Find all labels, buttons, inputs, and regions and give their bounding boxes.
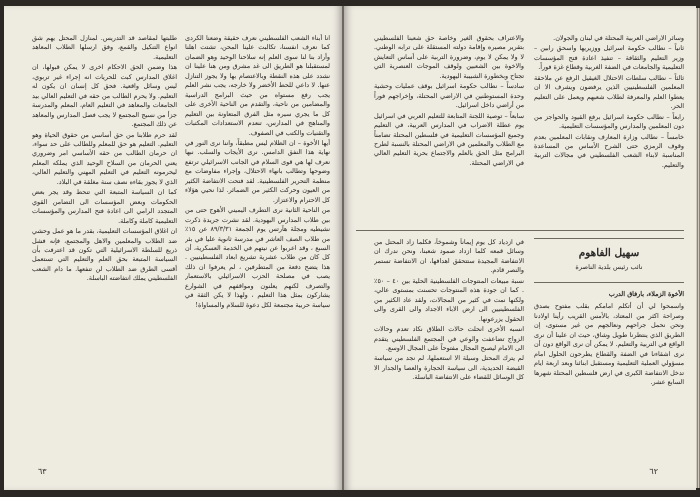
left-page-column-left bbox=[32, 34, 177, 446]
page-number: ٦٢ bbox=[649, 467, 658, 476]
paragraph: نسبة مبيعات المنتوجات الفلسطينية الحلية بين ٤٠ – ٥٠٪ . كما ان جودة هذه المنتوجات تحسنت بمستوى عالي، ولكنها نمت في كثير من المجالات، ولقد عاد الكثير من الفلسطينيين الى ارض الاباء الاجداد والى القرى والى الحقول يزرعونها. bbox=[374, 276, 524, 323]
paragraph: ان اغلاق المؤسسات التعليمية، بقدر ما هو عمل وحشي ضد الطلاب والمعلمين والاهل والمجتمع، فإنه فشل ذريع للسلطة الاسرائيلية التي تكون قد اعترفت بأن السياسة المتبعة بحق العلم والتعليم التي تستعمل أقسى الطرق ضد الطلاب لن تنفعها. ما دام الشعب الفلسطيني يملك انتفاضته الباسلة. bbox=[32, 227, 177, 283]
left-page-column-right bbox=[185, 34, 330, 446]
section-divider bbox=[356, 230, 684, 231]
left-page bbox=[4, 6, 342, 490]
speaker-name: سهيل الفاهوم bbox=[578, 247, 640, 259]
paragraph: ثالثاً – نطالب سلطات الاحتلال الغيقيل الرفع عن ملاحقة المعلمين الفلسطينيين الذين يرفضون ويشرف الا ان يعطوا العلم والمعرفة لطلاب شعبهم ويعمل على التعليم الحر. bbox=[534, 73, 684, 111]
speaker-role: نائب رئيس بلدية الناصرة bbox=[575, 263, 643, 271]
right-page-column-right-top bbox=[534, 34, 684, 224]
speaker-heading bbox=[534, 238, 684, 283]
paragraph: انسبه الأخرى انحلت حالات الطلاق نكاد تعدم وحالات الزواج تضاعفت والوعي في المجتمع الفلسطيني يتقدم الى الامام ليصبح المجال مفتوحاً على المجال الاوسع. bbox=[374, 325, 524, 352]
paragraph: والاعتراف بحقوق الغير وخاصة حق شعبنا الفلسطيني بتقرير مصيره وإقامة دولته المستقلة على ترابه الوطني. لا ولا يمكن لا يوم، وضرورة التربية على أساس التعايش والاخوة بين الشعبين ولوقف الموجات العنصرية التي تجتاح وبخطورة الشبيبة اليهودية. bbox=[374, 34, 524, 80]
paragraph: هذا وضمن الحق الاحكام اخرى لا يمكن قبولها، ان اغلاق المدارس كبت للحريات انه إجراء غير تربوي، ليس وسائل واقعية. فحق كل إنسان ان يكون له التعليم. ولا يحرم الطالب من حقه في التعليم العالي بيد الجامعات والمعاهد في التعليم العام، المعلم والمدرسة جزأ من نسيج المجتمع لا يجب فصل المدارس والمعاهد عن ذلك المجتمع. bbox=[32, 63, 177, 129]
page-number: ٦٣ bbox=[38, 467, 47, 476]
paragraph: وسائر الاراضي العربية المحتلة في لبنان والجولان. bbox=[553, 34, 684, 42]
right-page-column-right-bottom bbox=[534, 290, 684, 458]
paragraph: سابعاً – توصية اللجنة المتابعة للتعليم العربي في اسرائيل يوم عطلة الاضراب في المدارس العربية، في التعليم وجميع المؤسسات التعليمية في فلسطين المحتلة تضامناً مع الطلاب والمعلمين في الاراضي المحتلة بالنسبة لطرح البرامج مثل الحق بالعلم والاجتماع بحرية التعليم العالي في الاراضي المحتلة. bbox=[374, 111, 524, 167]
paragraph: خامساً – نطالب وزارة المعارف ونقابات المعلمين بعدم وقوف الرمزي حتى الشرح الأساس من المساعدة المناسبة لابناء الشعب الفلسطيني في مجالات التربية والتعليم. bbox=[534, 132, 684, 169]
paragraph: أيها الأخوة – ان الظلام ليس مطبقاً، واننا نرى النور في نهاية هذا النفق الدامس. نرى الأيجاب والسلب. نبها نعرف لها هي قوى السلام في الجانب الاسرائيلي ترتفع وضوحها وتطالب بانهاء الاحتلال، وإجراء مفاوضات مع منظمة التحرير الفلسطينية. لقد فتحت الانتفاضة الكثير من العيون وحركت الكثير من الضمائر. لذا نحيي هؤلاء كل الاحترام والاعتزاز. bbox=[185, 138, 330, 204]
paragraph: من الناحية الثانية نرى التطرف اليميني الأهوج حتى من بين طلاب المدارس اليهودية. لقد نشرت جريدة ذكرت نشيطيه ومجلة هآرتس يوم الجمعة ٨٩/٣/٣١ عن ١٥٪ من طلاب الصف العاشر في مدرسة ثانوية عليا في بئر السبع ، وقد اعربوا عن نيتهم في الخدمة العسكرية، أن كل كان من طلاب عشرية تشريع ابعاد الفلسطينيين . هذا يتضح دفعة من المتطرفين ، لم يعرفوا ان ذلك يصب في مصلحة الحزب الاسرائيلي بالاستعمار والتصرف لكنهم يعلنون ومواقفهم في الشوارع يشاركون بمثل هذا التعليم ، ولهذا لا يكن الثقة في سياسة حربية مجتمعة لكل دعوة للسلام والمساواة! bbox=[185, 206, 330, 309]
page-edges bbox=[696, 8, 700, 488]
paragraph: طلبتها لمقاصد قد التدريس. لمنازل المحتل يهم شق انواع التنكيل والقمع، وفق ارسلها الطلاب المعاهد التعليمية. bbox=[32, 34, 177, 61]
paragraph: انا أبناء الشعب الفلسطيني نعرف حقيقة وضعنا الكردى كما نعرف انفسنا، تكالبت علينا المحن، تشتت اهلنا وأراد بنا لنا سوى العلم إنه سلاحنا الوحيد وهو الضمان لمستقبلنا هو الطريق الى غد مشرق ومن هنا علينا ان نشدد على هذه النقطة وبالاعتصام بها ولا يجوز التنازل عنها. لا داعي للحط الأخضر ولا خارجه، يجب نشر العلم يجب رفع مستواه من حيث البرامج الدراسية والمضامين من ناحية، والتقدم من الناحية الأخرى على كل ما يجري سيره مثل الفرق المتعاونة بين التعليم والمناهج في المدارس، تنعدم الاستعدادات المكتبات والتقنيات والكتب في الصفوف. bbox=[185, 34, 330, 137]
paragraph: واسمحوا لي أن أتكلم امامكم بقلب مفتوح بصدق وصراحة اكثر من المعتاد، بالأمس القريب رأينا اولادنا ونحن نحمل جراحهم ونعالجهم من غير مستوى، إن الطريق الذي ينتظرنا طويل وشاق، حيث ان علينا أن نرى الواقع في التربية والتعليم. لا يمكن أن نرى الواقع دون أن نرى اشقاءنا في الضفة والقطاع يطرحون الحلول امام مسؤولي العملية التعليمية ومستقبل ابنائنا وبعد اربعة ايام تدخل الانتفاضة الكبرى في ارض فلسطين المحتلة شهرها السابع عشر. bbox=[534, 302, 684, 387]
right-page-column-left-top bbox=[374, 34, 524, 224]
right-page bbox=[344, 6, 696, 490]
salutation: الأخوة الزملاء، بارفاق الدرب bbox=[608, 290, 684, 298]
paragraph: كما ان السياسة المتبعة التي تنحط وقد يجر بعض الحكومات وبعض المؤسسات الى التضامن القوي المتجدد الرامي الى اعادة فتح المدارس والمؤسسات التعليمية كاملة وكاملة. bbox=[32, 188, 177, 225]
right-page-column-left-bottom bbox=[374, 238, 524, 458]
paragraph: في ازدياد كل يوم إيماناً وشموخاً، فكلما زاد المحتل من وسائل قمعه كلما ازداد صمود شعبنا، ونحن ندرك ان الانتفاضة المجيدة ستتحقق اهدافها، ان الانتفاضة تستمر والنصر قادم. bbox=[374, 238, 524, 275]
paragraph: ثانياً – نطالب حكومة اسرائيل ووزيريها واسحق رابين – وزير التعليم والثقافة – تنفيذ اعادة فتح المؤسسات التعليمية والجامعات في الضفة الغربية وقطاع غزة فوراً. bbox=[534, 44, 684, 72]
paragraph: سادساً – نطالب حكومة اسرائيل بوقف عمليات وحشية وحدة المستوطنين في الاراضي المحتلة، وإخراجهم فوراً من أراضي داخل اسرائيل. bbox=[374, 82, 524, 110]
paragraph: لم يترك المحتل وسيلة الا استعملها، لم نجد من سياسة القبضة الحديدية، الى سياسة الحجارة والعصا والجدار الا كل الوسائل للقضاء على الانتفاضة الباسلة. bbox=[374, 354, 524, 382]
paragraph: رابعاً – نطالب حكومة اسرائيل برفع القيود والحواجز من دون المعلمين والمدارس والمؤسسات التعليمية. bbox=[534, 112, 684, 131]
paragraph: لقد حرم طلابنا من حق أساسي من حقوق الحياة وهو التعليم. التعليم هو حق للمعلم وللطالب على حد سواء، ان حرمان الطالب من حقه الأساسي امر وضروري يعني الحرمان من السلاح الوحيد الذي يملكه المعلم ليحرمونه التعليم في التعليم المهني والتعليم العالي، الذي لا يجوز بقاءه نصف سنة مغلقة في البلاد. bbox=[32, 130, 177, 186]
